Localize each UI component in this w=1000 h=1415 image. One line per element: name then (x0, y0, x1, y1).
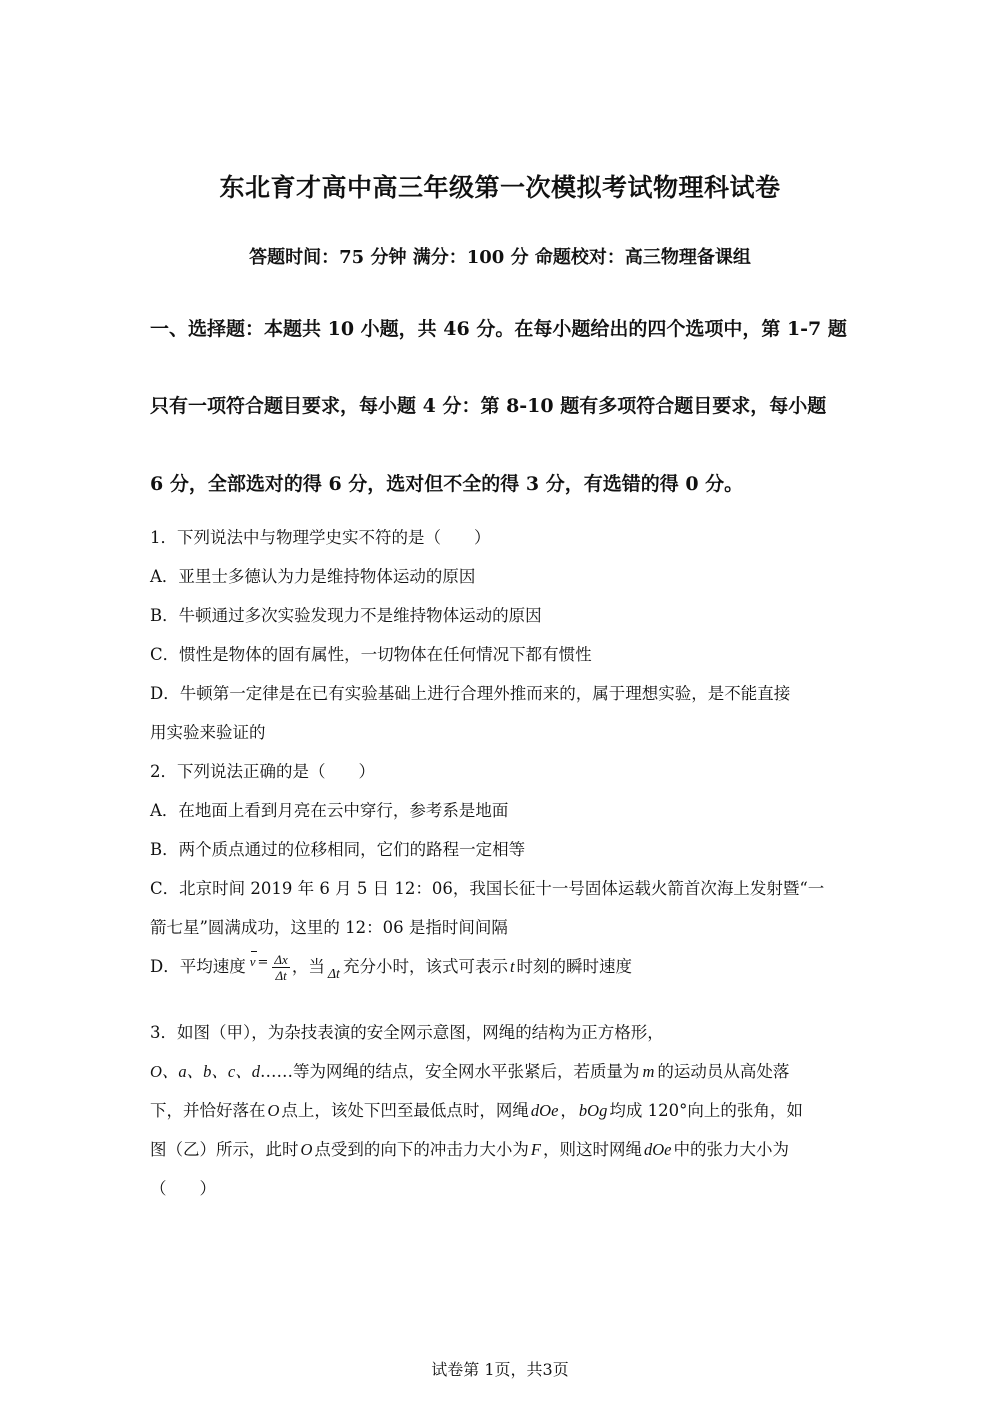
rope-doe-symbol: dOe (644, 1140, 672, 1159)
q3-text: ， (560, 1101, 577, 1120)
mass-symbol: m (642, 1062, 655, 1081)
q3-text: 中的张力大小为 (673, 1140, 790, 1159)
question-2-option-c-line-1: C．北京时间 2019 年 6 月 5 日 12：06，我国长征十一号固体运载火箭首次海上发射暨“一 (150, 879, 825, 898)
question-3-line-2 (150, 1058, 789, 1082)
t-symbol: t (509, 957, 515, 976)
exam-info: 答题时间：75 分钟 满分：100 分 命题校对：高三物理备课组 (249, 247, 751, 268)
section-instructions-line-2: 只有一项符合题目要求，每小题 4 分：第 8-10 题有多项符合题目要求，每小题 (150, 395, 827, 417)
node-labels: O、a、b、c、d (150, 1062, 260, 1081)
point-o-symbol: O (267, 1101, 280, 1120)
option-d-when: ，当 (291, 957, 325, 976)
option-d-suffix: 时刻的瞬时速度 (516, 957, 633, 976)
option-d-condition: 充分小时，该式可表示 (342, 957, 508, 976)
rope-bog-symbol: bOg (578, 1101, 608, 1120)
q3-text: 下，并恰好落在 (150, 1101, 266, 1120)
fraction-numerator: Δx (274, 952, 288, 967)
q3-text: 均成 120°向上的张角，如 (609, 1101, 803, 1120)
question-2-option-a: A．在地面上看到月亮在云中穿行，参考系是地面 (150, 801, 509, 820)
question-3-line-4 (150, 1136, 789, 1160)
rope-doe-symbol: dOe (530, 1101, 559, 1120)
question-1-option-a: A．亚里士多德认为力是维持物体运动的原因 (150, 567, 476, 586)
question-2-option-b: B．两个质点通过的位移相同，它们的路程一定相等 (150, 840, 526, 859)
question-1-option-d-line-2: 用实验来验证的 (150, 723, 266, 742)
question-1-stem: 1．下列说法中与物理学史实不符的是（ ） (150, 528, 491, 547)
velocity-fraction (272, 952, 289, 983)
page-title: 东北育才高中高三年级第一次模拟考试物理科试卷 (219, 173, 781, 202)
question-1-option-c: C．惯性是物体的固有属性，一切物体在任何情况下都有惯性 (150, 645, 592, 664)
question-2-option-d (150, 952, 632, 983)
option-d-prefix: D．平均速度 (150, 957, 246, 976)
question-2-option-c-line-2: 箭七星”圆满成功，这里的 12：06 是指时间间隔 (150, 918, 508, 937)
delta-t-symbol: Δt (327, 967, 340, 982)
point-o-symbol: O (300, 1140, 313, 1159)
q3-text: ……等为网绳的结点，安全网水平张紧后，若质量为 (260, 1062, 640, 1081)
equals-sign: = (257, 955, 269, 970)
section-instructions-line-1: 一、选择题：本题共 10 小题，共 46 分。在每小题给出的四个选项中，第 1-7 题 (150, 318, 847, 340)
question-3-line-3 (150, 1097, 803, 1121)
q3-text: 点上，该处下凹至最低点时，网绳 (281, 1101, 529, 1120)
q3-text: 图（乙）所示，此时 (150, 1140, 299, 1159)
question-1-option-b: B．牛顿通过多次实验发现力不是维持物体运动的原因 (150, 606, 542, 625)
average-velocity-symbol: v (249, 954, 256, 969)
q3-text: 点受到的向下的冲击力大小为 (314, 1140, 529, 1159)
question-3-line-1: 3．如图（甲），为杂技表演的安全网示意图，网绳的结构为正方格形， (150, 1023, 664, 1042)
section-instructions-line-3: 6 分，全部选对的得 6 分，选对但不全的得 3 分，有选错的得 0 分。 (150, 473, 744, 495)
force-symbol: F (530, 1140, 542, 1159)
q3-text: ，则这时网绳 (543, 1140, 643, 1159)
question-1-option-d-line-1: D．牛顿第一定律是在已有实验基础上进行合理外推而来的，属于理想实验，是不能直接 (150, 684, 791, 703)
q3-text: 的运动员从高处落 (657, 1062, 790, 1081)
page-footer: 试卷第 1页，共3页 (431, 1360, 569, 1379)
question-3-answer-blank: （ ） (150, 1179, 216, 1198)
question-2-stem: 2．下列说法正确的是（ ） (150, 762, 375, 781)
fraction-denominator: Δt (275, 968, 287, 983)
